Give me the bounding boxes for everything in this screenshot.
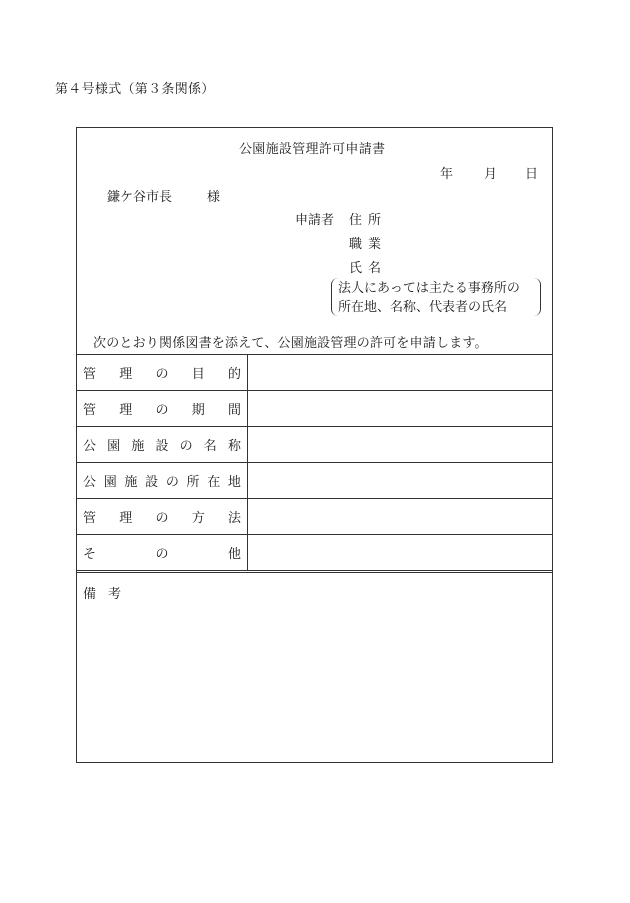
table-row	[77, 426, 552, 462]
row-label-char: 他	[227, 547, 241, 562]
row-label-char: 称	[227, 439, 241, 454]
row-label-char: の	[155, 367, 169, 382]
table-row	[77, 390, 552, 426]
row-label-char: そ	[83, 547, 97, 562]
document-title: 公園施設管理許可申請書	[239, 142, 386, 157]
row-value-field[interactable]	[248, 499, 552, 534]
row-label-char: の	[155, 547, 169, 562]
row-label-char: 的	[227, 367, 241, 382]
row-label-char: 期	[191, 403, 205, 418]
row-label	[77, 355, 248, 390]
form-number: 第４号様式（第３条関係）	[55, 82, 215, 97]
row-label-char: 施	[124, 475, 138, 490]
honorific: 様	[207, 190, 221, 205]
applicant-name-label: 氏名	[349, 261, 388, 276]
row-label-char: の	[155, 403, 169, 418]
corporate-note-line-1: 法人にあっては主たる事務所の	[338, 281, 520, 296]
row-value-field[interactable]	[248, 535, 552, 570]
row-label	[77, 535, 248, 570]
applicant-label: 申請者	[295, 213, 335, 228]
row-value-field[interactable]	[248, 391, 552, 426]
row-label-char: 管	[83, 403, 97, 418]
remarks-label: 備考	[83, 587, 134, 602]
applicant-occupation-label: 職業	[349, 237, 388, 252]
row-label	[77, 499, 248, 534]
row-label-char: 地	[227, 475, 241, 490]
row-label-char: 設	[155, 439, 169, 454]
date-year-label: 年	[440, 167, 454, 182]
application-form	[76, 127, 553, 763]
applicant-address-label: 住所	[349, 213, 388, 228]
row-label-char: 所	[186, 475, 200, 490]
table-row	[77, 498, 552, 534]
row-label-char: 理	[119, 511, 133, 526]
table-row	[77, 462, 552, 498]
form-rows	[77, 354, 552, 570]
date-day-label: 日	[525, 167, 539, 182]
row-label-char: の	[179, 439, 193, 454]
application-statement: 次のとおり関係図書を添えて、公園施設管理の許可を申請します。	[93, 336, 488, 351]
row-label-char: 公	[83, 475, 97, 490]
row-label-char: 園	[107, 439, 121, 454]
row-label-char: 在	[207, 475, 221, 490]
row-label-char: 管	[83, 367, 97, 382]
row-label-char: 管	[83, 511, 97, 526]
row-label-char: 理	[119, 367, 133, 382]
date-month-label: 月	[484, 167, 498, 182]
table-row	[77, 534, 552, 570]
row-label	[77, 391, 248, 426]
row-label	[77, 427, 248, 462]
row-label-char: 公	[83, 439, 97, 454]
corporate-note	[331, 278, 541, 316]
row-label-char: 理	[119, 403, 133, 418]
table-row	[77, 354, 552, 390]
row-value-field[interactable]	[248, 427, 552, 462]
row-label-char: 園	[103, 475, 117, 490]
row-label-char: 施	[131, 439, 145, 454]
row-label-char: 間	[227, 403, 241, 418]
row-value-field[interactable]	[248, 463, 552, 498]
row-label-char: 法	[227, 511, 241, 526]
row-label-char: の	[155, 511, 169, 526]
row-label-char: の	[165, 475, 179, 490]
addressee: 鎌ケ谷市長	[107, 190, 173, 205]
row-label-char: 目	[191, 367, 205, 382]
row-label-char: 設	[145, 475, 159, 490]
row-label	[77, 463, 248, 498]
row-value-field[interactable]	[248, 355, 552, 390]
row-label-char: 方	[191, 511, 205, 526]
remarks-section	[77, 570, 552, 764]
row-label-char: 名	[203, 439, 217, 454]
corporate-note-line-2: 所在地、名称、代表者の氏名	[338, 300, 508, 315]
